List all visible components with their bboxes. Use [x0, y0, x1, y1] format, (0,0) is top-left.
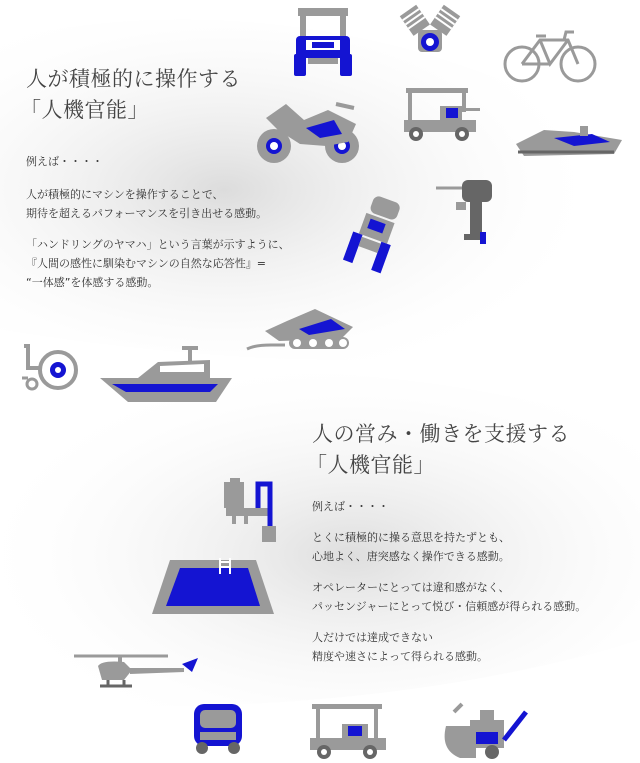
section2-para3-line1: 人だけでは達成できない — [312, 631, 433, 644]
section1-para2-line2: 『人間の感性に馴染むマシンの自然な応答性』= — [26, 257, 266, 270]
personal-watercraft-icon — [514, 122, 624, 162]
section1-heading-line2: 「人機官能」 — [20, 98, 149, 122]
section2-para2-line2: パッセンジャーにとって悦び・信頼感が得られる感動。 — [312, 600, 587, 613]
section2-heading-line1: 人の営み・働きを支援する — [312, 422, 570, 446]
section2-para2 — [312, 578, 586, 616]
v-twin-engine-icon — [398, 4, 462, 58]
section-active-operation — [20, 64, 290, 304]
section2-para1-line2: 心地よく、唐突感なく操作できる感動。 — [312, 550, 510, 563]
small-vehicle-icon — [192, 702, 244, 756]
unmanned-helicopter-icon — [72, 650, 202, 694]
motocross-rider-icon — [344, 195, 406, 271]
section-support-activity — [306, 419, 587, 678]
section1-para2-line1: 「ハンドリングのヤマハ」という言葉が示すように、 — [26, 238, 290, 251]
electric-wheelchair-icon — [18, 338, 82, 392]
section1-heading-line1: 人が積極的に操作する — [26, 67, 241, 91]
swimming-pool-icon — [150, 556, 276, 618]
industrial-robot-icon — [222, 476, 278, 546]
section1-para1-line2: 期待を超えるパフォーマンスを引き出せる感動。 — [26, 207, 268, 220]
section1-para1 — [26, 185, 290, 223]
section1-body — [26, 152, 290, 292]
section1-para1-line1: 人が積極的にマシンを操作することで、 — [26, 188, 224, 201]
golf-car-icon — [400, 86, 482, 146]
section1-para2-line3: “一体感”を体感する感動。 — [26, 276, 159, 289]
outboard-motor-icon — [434, 178, 498, 248]
cruiser-boat-icon — [98, 344, 234, 408]
snow-blower-icon — [440, 700, 532, 760]
golf-cart-icon — [306, 702, 388, 762]
section2-para1-line1: とくに積極的に操る意思を持たずとも、 — [312, 531, 510, 544]
section1-heading — [20, 64, 290, 126]
sport-motorcycle-icon — [256, 98, 360, 168]
section1-intro: 例えば・・・・ — [26, 155, 103, 168]
section2-intro: 例えば・・・・ — [312, 500, 389, 513]
section2-heading — [306, 419, 586, 481]
section2-body — [312, 497, 586, 666]
side-by-side-vehicle-icon — [292, 6, 354, 78]
bicycle-icon — [502, 30, 598, 84]
section1-para2 — [26, 235, 290, 292]
section2-para3 — [312, 628, 586, 666]
section2-para2-line1: オペレーターにとっては違和感がなく、 — [312, 581, 510, 594]
section2-heading-line2: 「人機官能」 — [306, 453, 435, 477]
snowmobile-icon — [245, 305, 357, 355]
section2-para3-line2: 精度や速さによって得られる感動。 — [312, 650, 488, 663]
section2-para1 — [312, 528, 586, 566]
